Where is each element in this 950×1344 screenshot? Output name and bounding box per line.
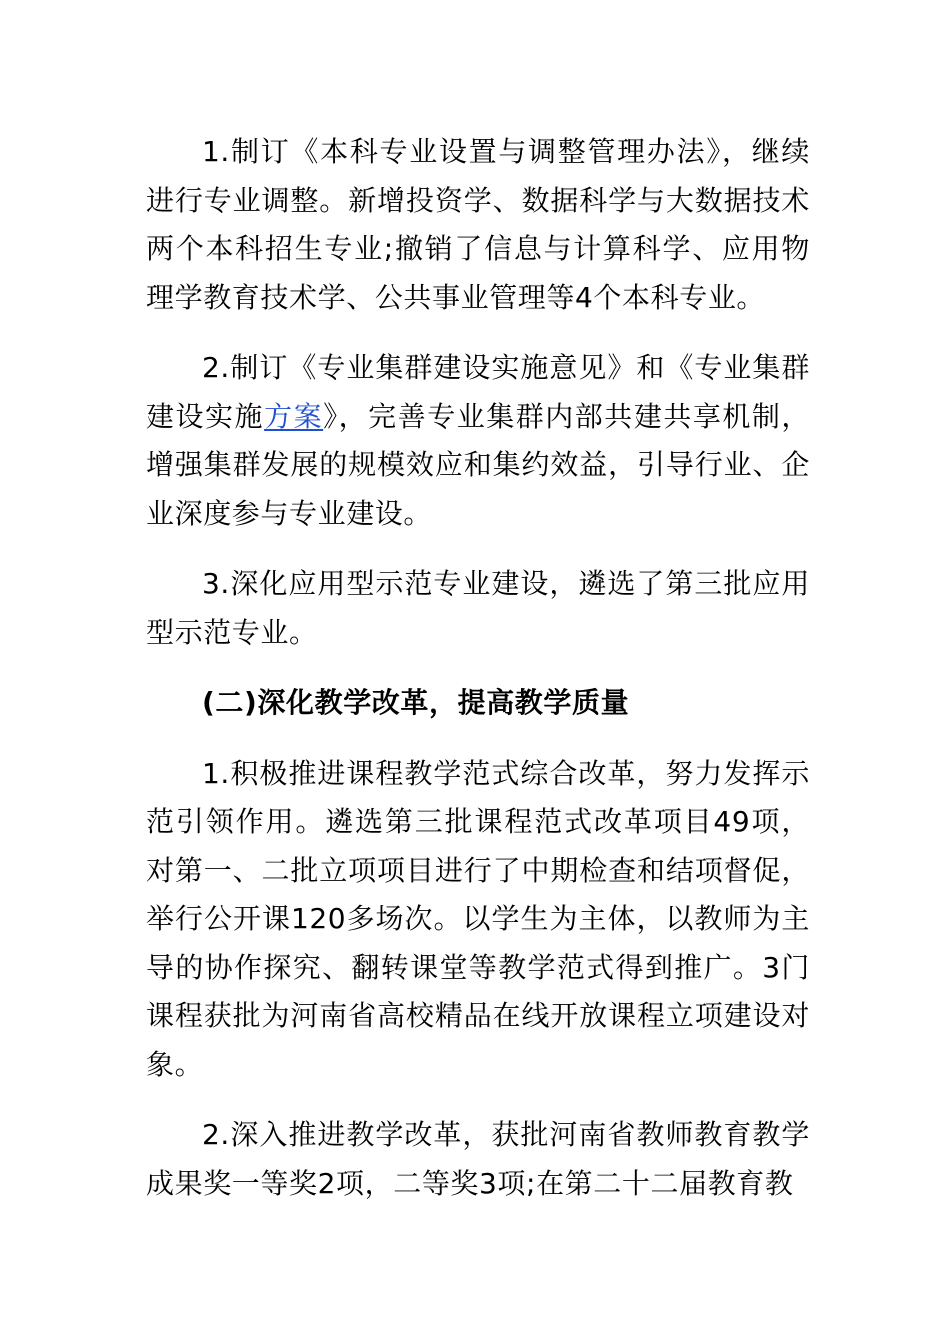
paragraph-major-cluster	[146, 344, 810, 538]
paragraph-major-cluster-text-2: 》，完善专业集群内部共建共享机制，增强集群发展的规模效应和集约效益，引导行业、企业深度参与专业建设。	[146, 399, 811, 530]
paragraph-teaching-award: 2.深入推进教学改革，获批河南省教师教育教学成果奖一等奖2项，二等奖3项;在第二十二届教育教	[146, 1118, 810, 1200]
paragraph-demo-major: 3.深化应用型示范专业建设，遴选了第三批应用型示范专业。	[146, 567, 810, 649]
plan-link[interactable]: 方案	[264, 399, 324, 433]
paragraph-course-reform: 1.积极推进课程教学范式综合改革，努力发挥示范引领作用。遴选第三批课程范式改革项目49项，对第一、二批立项项目进行了中期检查和结项督促，举行公开课120多场次。以学生为主体，以教师为主导的协作探究、翻转课堂等教学范式得到推广。3门课程获批为河南省高校精品在线开放课程立项建设对象。	[146, 756, 810, 1081]
paragraph-major-cluster-text-1: 2.制订《专业集群建设实施意见》和《专业集群建设实施	[146, 351, 810, 433]
document-body	[146, 128, 810, 1230]
section-heading-teaching-reform: (二)深化教学改革，提高教学质量	[202, 686, 630, 719]
paragraph-major-adjustment: 1.制订《本科专业设置与调整管理办法》，继续进行专业调整。新增投资学、数据科学与大数据技术两个本科招生专业;撤销了信息与计算科学、应用物理学教育技术学、公共事业管理等4个本科专业。	[146, 135, 810, 314]
